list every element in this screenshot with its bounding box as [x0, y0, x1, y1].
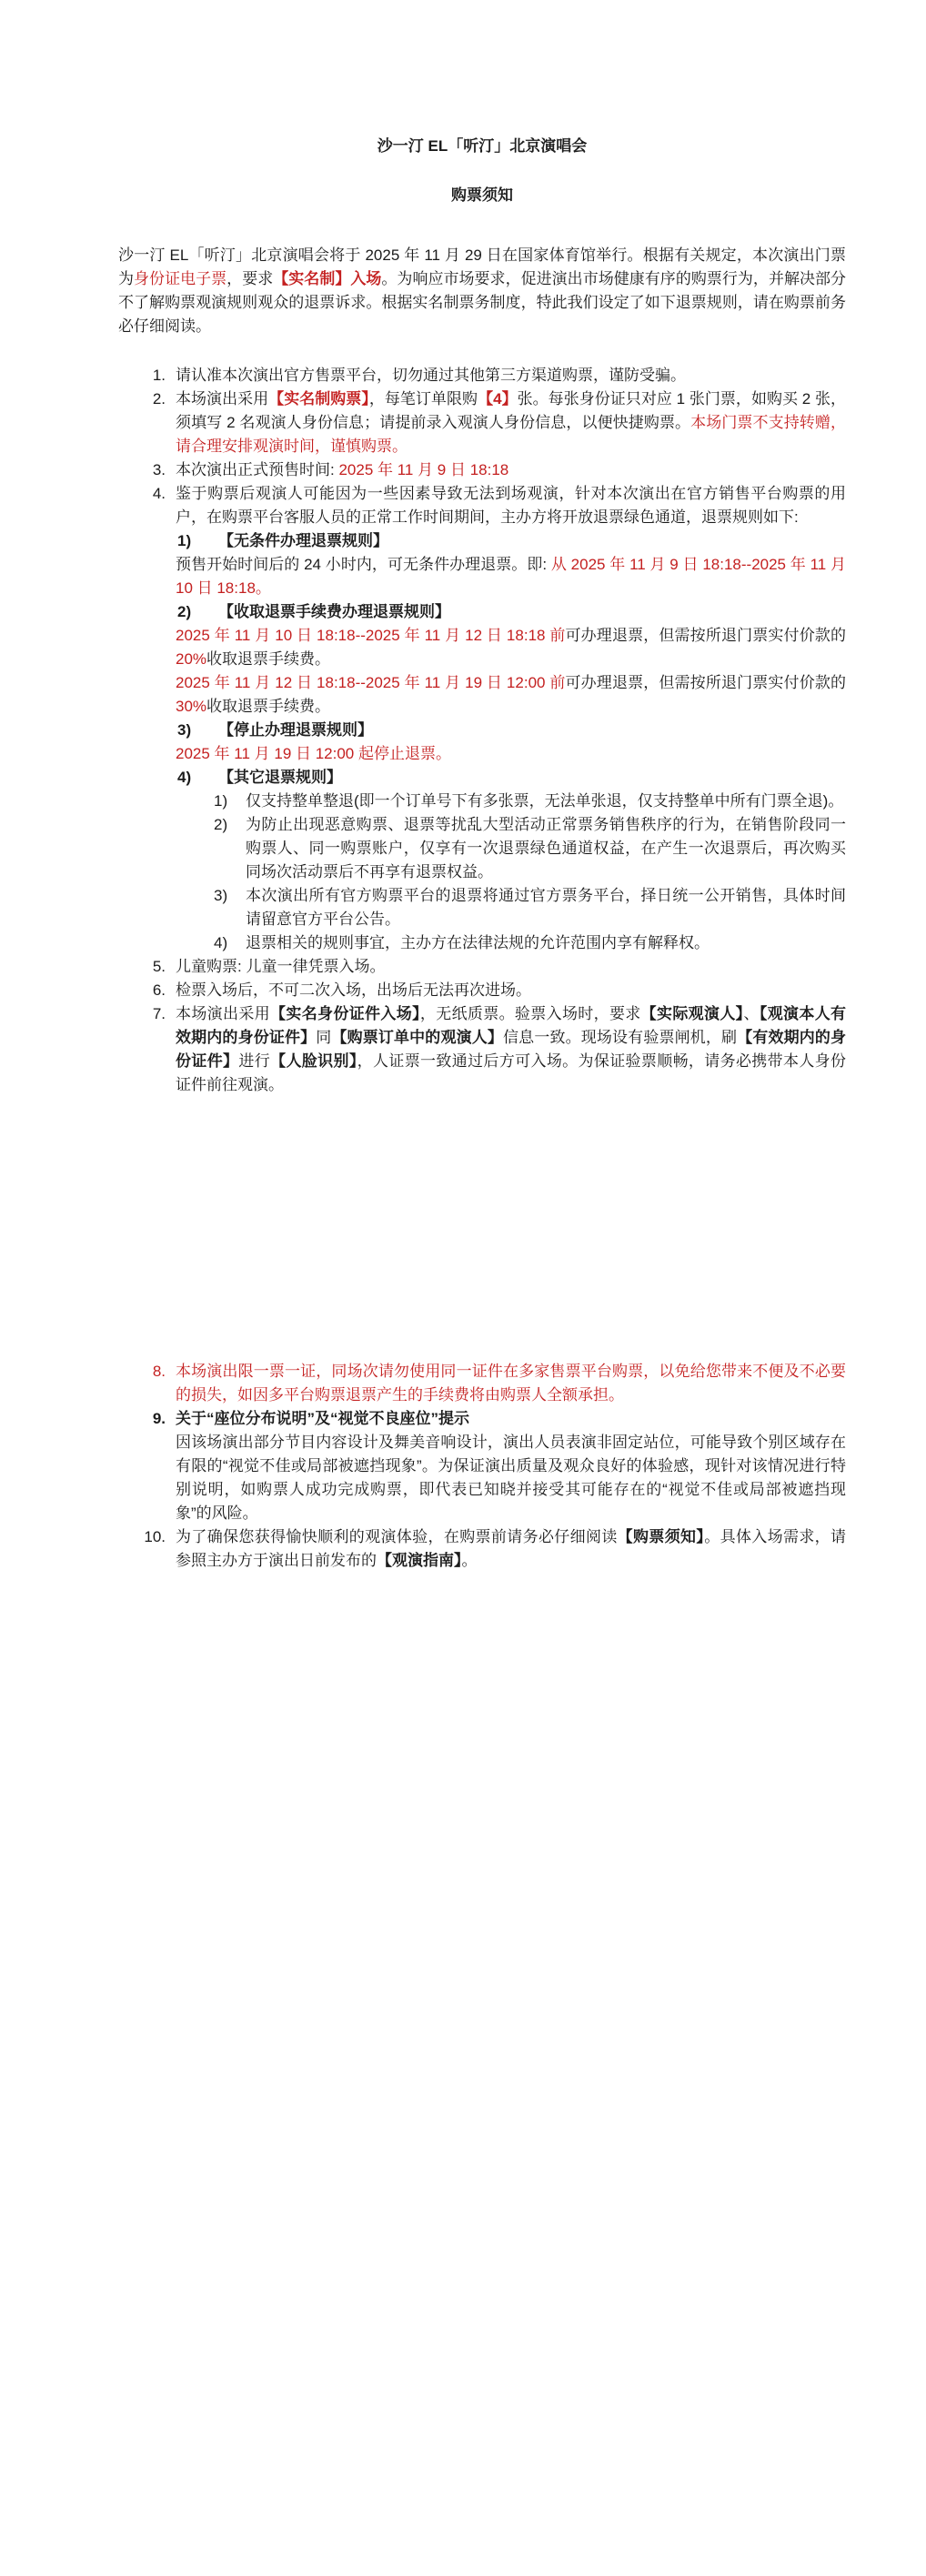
text-run: 。具体入场需求，请参照主办方于演出日前发布的 [176, 1528, 847, 1569]
notice-item-2 [118, 387, 846, 458]
text-run: 预售开始时间后的 24 小时内，可无条件办理退票。即: [176, 556, 551, 573]
notice-item-9 [118, 1407, 846, 1525]
refund-rule-label: 【停止办理退票规则】 [218, 721, 373, 739]
refund-subrule-item [176, 884, 846, 931]
text-run: 本场门票不支持转赠，请合理安排观演时间，谨慎购票。 [176, 414, 846, 455]
item-text [176, 1525, 846, 1573]
notice-item-7 [118, 1002, 846, 1097]
text-run: 张。每张身份证只对应 1 张门票，如购买 2 张，须填写 2 名观演人身份信息；请提前录入观演人身份信息，以便快捷购票。 [176, 390, 847, 431]
refund-subrule-number: 1) [214, 792, 228, 810]
text-run: 【购票订单中的观演人】 [331, 1029, 504, 1046]
item-text [176, 458, 846, 482]
text-run: 信息一致。现场设有验票闸机，刷 [503, 1029, 738, 1046]
text-run: 。为响应市场要求，促进演出市场健康有序的购票行为，并解决部分不了解购票观演规则观众的退票诉求。根据实名制票务制度，特此我们设定了如下退票规则，请在购票前务必仔细阅读。 [118, 270, 847, 335]
text-run: ，人证票一致通过后方可入场。为保证验票顺畅，请务必携带本人身份证件前往观演。 [176, 1052, 847, 1093]
purchase-notice-document [118, 135, 846, 1573]
text-run: 2025 年 11 月 19 日 12:00 起停止退票。 [176, 745, 451, 762]
text-run: 沙一汀 EL「听汀」北京演唱会将于 2025 年 11 月 29 日在国家体育馆举行。根据有关规定，本次演出门票为 [118, 247, 846, 287]
item-text [176, 979, 846, 1002]
text-run: 请认准本次演出官方售票平台，切勿通过其他第三方渠道购票，谨防受骗。 [176, 367, 686, 384]
refund-rule-number: 1) [177, 532, 192, 549]
text-run: 可办理退票，但需按所退门票实付价款的 [565, 627, 846, 644]
text-run: 身份证电子票 [134, 270, 227, 287]
text-run: 【观演指南】 [377, 1552, 462, 1569]
text-run: 【实名制】入场 [273, 270, 382, 287]
notice-item-5 [118, 955, 846, 979]
item-number: 1. [152, 367, 166, 384]
text-run: ，每笔订单限购 [368, 390, 478, 408]
text-run: 检票入场后，不可二次入场，出场后无法再次进场。 [176, 981, 531, 999]
text-run: 儿童购票: 儿童一律凭票入场。 [176, 958, 386, 975]
text-run: 【实名制购票】 [268, 390, 369, 408]
refund-rule-heading [176, 529, 846, 553]
refund-rule-heading [176, 719, 846, 742]
refund-rule-label: 【无条件办理退票规则】 [218, 532, 388, 549]
item-number: 9. [152, 1410, 166, 1427]
refund-subrule-number: 4) [214, 934, 228, 951]
concert-title: 沙一汀 EL「听汀」北京演唱会 [377, 137, 588, 155]
text-run: 因该场演出部分节目内容设计及舞美音响设计，演出人员表演非固定站位，可能导致个别区域存在有限的“视觉不佳或局部被遮挡现象”。为保证演出质量及观众良好的体验感，现针对该情况进行特别说明，如购票人成功完成购票，即代表已知晓并接受其可能存在的“视觉不佳或局部被遮挡现象”的风险。 [176, 1434, 846, 1522]
text-run: 收取退票手续费。 [206, 698, 331, 715]
refund-rule-number: 4) [177, 769, 192, 786]
text-run: 【购票须知】 [617, 1528, 705, 1545]
notice-item-3 [118, 458, 846, 482]
text-run: 。 [461, 1552, 478, 1569]
refund-rule-body [176, 742, 846, 766]
item-heading [176, 1407, 846, 1431]
item-text [176, 955, 846, 979]
item-number: 4. [152, 485, 166, 502]
refund-rule-number: 3) [177, 721, 192, 739]
item-text [176, 1431, 846, 1525]
refund-rule-heading [176, 600, 846, 624]
refund-subrule-item [176, 813, 846, 884]
item-number: 10. [144, 1528, 166, 1545]
text-run: 本次演出正式预售时间: [176, 461, 339, 478]
text-run: 【实名身份证件入场】 [270, 1005, 420, 1022]
text-run: 本场演出限一票一证，同场次请勿使用同一证件在多家售票平台购票，以免给您带来不便及不必要的损失，如因多平台购票退票产生的手续费将由购票人全额承担。 [176, 1363, 846, 1404]
notice-item-6 [118, 979, 846, 1002]
item-text [176, 1002, 846, 1097]
item-number: 6. [152, 981, 166, 999]
text-run: ，要求 [226, 270, 274, 287]
intro-paragraph [118, 244, 846, 338]
refund-subrule-number: 2) [214, 816, 228, 833]
text-run: 30% [176, 698, 207, 715]
text-run: 关于“座位分布说明”及“视觉不良座位”提示 [176, 1410, 469, 1427]
text-run: 2025 年 11 月 9 日 18:18 [338, 461, 509, 478]
text-run: 【实际观演人】 [640, 1005, 744, 1022]
text-run: 【4】 [478, 390, 518, 408]
refund-rule-body [176, 624, 846, 671]
text-run: 【有效期内的身份证件】 [176, 1029, 847, 1070]
notice-list [118, 364, 846, 1573]
text-run: ，无纸质票。验票入场时，要求 [419, 1005, 641, 1022]
refund-rule-number: 2) [177, 603, 192, 620]
text-run: 进行 [238, 1052, 271, 1070]
refund-subrule-item [176, 790, 846, 813]
refund-rule-body [176, 671, 846, 719]
text-run: 【人脸识别】 [270, 1052, 357, 1070]
refund-rule-label: 【收取退票手续费办理退票规则】 [218, 603, 450, 620]
text-run: 20% [176, 650, 207, 668]
refund-rule-body [176, 553, 846, 600]
document-subtitle: 购票须知 [451, 186, 513, 204]
text-run: 为防止出现恶意购票、退票等扰乱大型活动正常票务销售秩序的行为，在销售阶段同一购票人、同一购票账户，仅享有一次退票绿色通道权益，在产生一次退票后，再次购买同场次活动票后不再享有退票权益。 [246, 816, 846, 880]
item-text [176, 364, 846, 387]
item-number: 3. [152, 461, 166, 478]
item-number: 5. [152, 958, 166, 975]
text-run: 同 [316, 1029, 332, 1046]
item-number: 8. [152, 1363, 166, 1380]
text-run: 2025 年 11 月 10 日 18:18--2025 年 11 月 12 日 18:18 前 [176, 627, 566, 644]
text-run: 本场演出采用 [176, 1005, 271, 1022]
item-number: 2. [152, 390, 166, 408]
notice-item-8 [118, 1360, 846, 1407]
item-text [176, 1360, 846, 1407]
item-text [176, 387, 846, 458]
text-run: 本次演出所有官方购票平台的退票将通过官方票务平台，择日统一公开销售，具体时间请留意官方平台公告。 [246, 887, 846, 928]
text-run: 【观演本人有效期内的身份证件】 [176, 1005, 847, 1046]
refund-rule-label: 【其它退票规则】 [218, 769, 342, 786]
notice-item-10 [118, 1525, 846, 1573]
text-run: 2025 年 11 月 12 日 18:18--2025 年 11 月 19 日 12:00 前 [176, 674, 566, 691]
item-number: 7. [152, 1005, 166, 1022]
refund-rule-heading [176, 766, 846, 790]
text-run: 、 [743, 1005, 760, 1022]
text-run: 鉴于购票后观演人可能因为一些因素导致无法到场观演，针对本次演出在官方销售平台购票的用户，在购票平台客服人员的正常工作时间期间，主办方将开放退票绿色通道，退票规则如下: [176, 485, 846, 526]
text-run: 仅支持整单整退(即一个订单号下有多张票，无法单张退，仅支持整单中所有门票全退)。 [246, 792, 844, 810]
text-run: 本场演出采用 [176, 390, 269, 408]
text-run: 收取退票手续费。 [206, 650, 331, 668]
item-text [176, 482, 846, 529]
refund-subrule-item [176, 931, 846, 955]
notice-item-1 [118, 364, 846, 387]
text-run: 可办理退票，但需按所退门票实付价款的 [565, 674, 846, 691]
refund-subrule-number: 3) [214, 887, 228, 904]
text-run: 从 2025 年 11 月 9 日 18:18--2025 年 11 月 10 日 18:18。 [176, 556, 846, 597]
text-run: 为了确保您获得愉快顺利的观演体验，在购票前请务必仔细阅读 [176, 1528, 618, 1545]
text-run: 退票相关的规则事宜，主办方在法律法规的允许范围内享有解释权。 [246, 934, 710, 951]
notice-item-4 [118, 482, 846, 955]
